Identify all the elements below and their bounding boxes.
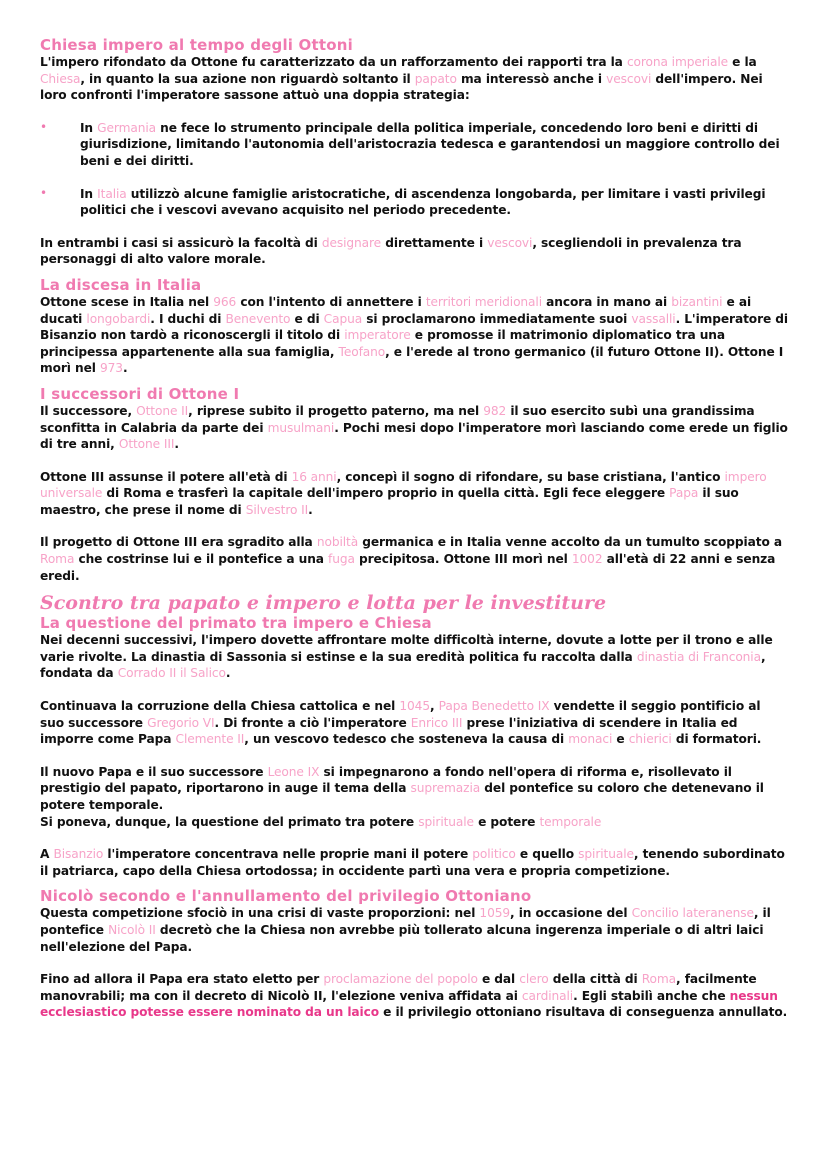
- text-run: . I duchi di: [150, 311, 226, 326]
- text-run: della città di: [548, 972, 642, 987]
- paragraph: [40, 764, 788, 814]
- text-run: , in quanto la sua azione non riguardò soltanto il: [80, 71, 415, 86]
- text-run: e il privilegio ottoniano risultava di conseguenza annullato.: [379, 1005, 788, 1020]
- highlighted-term: Concilio lateranense: [631, 906, 754, 921]
- text-run: Il progetto di Ottone III era sgradito alla: [40, 535, 317, 550]
- highlighted-term: Ottone II: [136, 403, 189, 418]
- text-run: di formatori.: [671, 732, 762, 747]
- text-run: In entrambi i casi si assicurò la facoltà di: [40, 235, 322, 250]
- text-run: , il pontefice: [40, 906, 771, 937]
- paragraph: [40, 846, 788, 879]
- text-run: dell'impero. Nei loro confronti l'imperatore sassone attuò una doppia strategia:: [40, 71, 763, 103]
- paragraph: [40, 905, 788, 955]
- highlighted-term: Corrado II il Salico: [117, 666, 226, 681]
- text-run: e dal: [477, 972, 520, 987]
- list-item: [40, 186, 788, 219]
- paragraph: [80, 186, 788, 219]
- highlighted-term: politico: [472, 847, 516, 862]
- text-run: , scegliendoli in prevalenza tra personaggi di alto valore morale.: [40, 235, 742, 267]
- paragraph: [40, 403, 788, 453]
- text-run: del pontefice su coloro che detenevano il potere temporale.: [40, 781, 764, 812]
- text-run: .: [308, 502, 313, 517]
- paragraph: [80, 120, 788, 170]
- text-run: e di: [290, 311, 324, 326]
- paragraph: [40, 294, 788, 377]
- highlighted-term: Chiesa: [40, 71, 81, 86]
- text-run: e potere: [473, 814, 540, 829]
- highlighted-term: designare: [321, 235, 382, 250]
- text-run: direttamente i: [381, 235, 488, 250]
- highlighted-term: spirituale: [418, 814, 474, 829]
- paragraph: [40, 698, 788, 748]
- highlighted-term: spirituale: [578, 847, 634, 862]
- highlighted-term: Roma: [40, 552, 75, 567]
- text-run: Si poneva, dunque, la questione del primato tra potere: [40, 814, 419, 829]
- text-run: Il successore,: [40, 403, 137, 418]
- text-run: che costrinse lui e il pontefice a una: [74, 552, 329, 567]
- highlighted-term: Ottone III: [118, 437, 175, 452]
- text-run: Ottone III assunse il potere all'età di: [40, 469, 292, 484]
- paragraph: [40, 534, 788, 584]
- highlighted-term: proclamazione del popolo: [323, 972, 478, 987]
- section-title-primato: La questione del primato tra impero e Chiesa: [40, 614, 432, 633]
- text-run: A: [40, 847, 54, 862]
- text-run: precipitosa. Ottone III morì nel: [354, 552, 572, 567]
- highlighted-term: Germania: [97, 120, 157, 135]
- text-run: . Egli stabilì anche che: [573, 988, 730, 1003]
- highlighted-term: papato: [414, 71, 457, 86]
- highlighted-term: chierici: [628, 732, 672, 747]
- text-run: ne fece lo strumento principale della politica imperiale, concedendo loro beni e diritti di giurisdizione, limitando l'autonomia dell'aristocrazia tedesca e garantendosi un maggiore controllo dei beni e dei diritti.: [80, 120, 780, 168]
- text-run: e quello: [515, 847, 579, 862]
- text-run: l'imperatore concentrava nelle proprie mani il potere: [103, 847, 473, 862]
- list-item: [40, 120, 788, 170]
- highlighted-term: monaci: [568, 732, 613, 747]
- section-title-chiesa-impero: Chiesa impero al tempo degli Ottoni: [40, 36, 353, 54]
- chapter-title: Scontro tra papato e impero e lotta per le investiture: [40, 592, 607, 615]
- highlighted-term: temporale: [539, 814, 602, 829]
- text-run: In: [80, 120, 98, 135]
- highlighted-term: Leone IX: [267, 764, 320, 779]
- highlighted-term: imperatore: [344, 328, 411, 343]
- highlighted-term: Papa Benedetto IX: [438, 699, 550, 714]
- highlighted-term: impero universale: [40, 469, 767, 501]
- text-run: e ai ducati: [40, 294, 752, 326]
- text-run: L'impero rifondato da Ottone fu caratterizzato da un rafforzamento dei rapporti tra la: [40, 55, 627, 69]
- section-title-nicolo: Nicolò secondo e l'annullamento del privilegio Ottoniano: [40, 887, 532, 906]
- text-run: , concepì il sogno di rifondare, su base cristiana, l'antico: [336, 469, 725, 484]
- text-run: . Pochi mesi dopo l'imperatore morì lasciando come erede un figlio di tre anni,: [40, 420, 788, 452]
- highlighted-term: 1002: [571, 552, 603, 567]
- highlighted-term: musulmani: [267, 420, 335, 435]
- highlighted-term: Teofano: [338, 344, 386, 359]
- highlighted-term: Nicolò II: [108, 922, 156, 937]
- text-run: si proclamarono immediatamente suoi: [362, 311, 632, 326]
- highlighted-term: cardinali: [521, 988, 574, 1003]
- text-run: , un vescovo tedesco che sosteneva la causa di: [244, 732, 569, 747]
- text-run: Nei decenni successivi, l'impero dovette affrontare molte difficoltà interne, dovute a lotte per il trono e alle varie rivolte. La dinastia di Sassonia si estinse e la sua eredità politica fu raccolta dalla: [40, 633, 773, 664]
- highlighted-term: nobiltà: [316, 535, 359, 550]
- highlighted-term: corona imperiale: [626, 55, 729, 69]
- paragraph: [40, 469, 788, 519]
- text-run: .: [122, 361, 128, 376]
- text-run: , in occasione del: [510, 906, 632, 921]
- text-run: Il nuovo Papa e il suo successore: [40, 764, 268, 779]
- text-run: . L'imperatore di Bisanzio non tardò a riconoscergli il titolo di: [40, 311, 788, 343]
- highlighted-term: 1045: [399, 699, 430, 714]
- highlighted-term: Clemente II: [175, 732, 245, 747]
- text-run: decretò che la Chiesa non avrebbe più tollerato alcuna ingerenza imperiale o di altri laici nell'elezione del Papa.: [40, 922, 764, 954]
- text-run: . Di fronte a ciò l'imperatore: [214, 715, 411, 730]
- text-run: ,: [429, 699, 439, 714]
- highlighted-term: Capua: [323, 311, 363, 326]
- highlighted-term: Papa: [669, 486, 699, 501]
- text-run: all'età di 22 anni e senza eredi.: [40, 552, 776, 583]
- text-run: In: [80, 186, 98, 201]
- text-run: Questa competizione sfociò in una crisi di vaste proporzioni: nel: [40, 906, 480, 921]
- text-run: vendette il seggio pontificio al suo successore: [40, 699, 761, 730]
- highlighted-term: fuga: [328, 552, 355, 567]
- text-run: , e l'erede al trono germanico (il futuro Ottone II). Ottone I morì nel: [40, 344, 784, 376]
- text-run: Ottone scese in Italia nel: [40, 294, 214, 309]
- text-run: germanica e in Italia venne accolto da un tumulto scoppiato a: [358, 535, 783, 550]
- highlighted-term: 973: [99, 361, 123, 376]
- highlighted-term: Benevento: [225, 311, 291, 326]
- highlighted-term: territori meridionali: [425, 294, 542, 309]
- highlighted-term: supremazia: [410, 781, 481, 796]
- highlighted-term: Silvestro II: [245, 502, 309, 517]
- text-run: , fondata da: [40, 649, 766, 681]
- text-run: Continuava la corruzione della Chiesa cattolica e nel: [40, 699, 400, 714]
- paragraph: [40, 971, 788, 1021]
- text-run: il suo esercito subì una grandissima sconfitta in Calabria da parte dei: [40, 403, 755, 435]
- highlighted-term: vassalli: [631, 311, 676, 326]
- highlighted-term: Bisanzio: [53, 847, 104, 862]
- text-run: e la: [728, 55, 757, 69]
- paragraph: [40, 814, 788, 831]
- text-run: si impegnarono a fondo nell'opera di riforma e, risollevato il prestigio del papato, riportarono in auge il tema della: [40, 764, 732, 796]
- highlighted-term: 982: [483, 403, 507, 418]
- bullet-dot-icon: •: [40, 119, 48, 134]
- highlighted-term: bizantini: [671, 294, 723, 309]
- highlighted-term: Gregorio VI: [147, 715, 215, 730]
- text-run: e promosse il matrimonio diplomatico tra una principessa appartenente alla sua famiglia,: [40, 328, 726, 359]
- paragraph: [40, 54, 788, 104]
- highlighted-phrase: nessun ecclesiastico potesse essere nominato da un laico: [40, 988, 778, 1020]
- highlighted-term: clero: [519, 972, 549, 987]
- text-run: ma interessò anche i: [456, 71, 607, 86]
- text-run: prese l'iniziativa di scendere in Italia ed imporre come Papa: [40, 715, 738, 747]
- bullet-dot-icon: •: [40, 185, 48, 200]
- text-run: con l'intento di annettere i: [236, 294, 426, 309]
- section-title-discesa-italia: La discesa in Italia: [40, 275, 202, 294]
- highlighted-term: Enrico III: [410, 715, 463, 730]
- highlighted-term: Roma: [641, 972, 677, 987]
- text-run: .: [174, 437, 179, 452]
- text-run: di Roma e trasferì la capitale dell'impero proprio in quella città. Egli fece eleggere: [102, 486, 670, 501]
- text-run: , tenendo subordinato il patriarca, capo della Chiesa ortodossa; in occidente partì una vera e propria competizione.: [40, 847, 785, 878]
- highlighted-term: vescovi: [606, 71, 652, 86]
- highlighted-term: Italia: [97, 186, 127, 201]
- text-run: Fino ad allora il Papa era stato eletto per: [40, 972, 324, 987]
- highlighted-term: 966: [213, 294, 237, 309]
- highlighted-term: dinastia di Franconia: [636, 649, 761, 664]
- paragraph: [40, 235, 788, 268]
- highlighted-term: longobardi: [86, 311, 151, 326]
- text-run: , facilmente manovrabili; ma con il decreto di Nicolò II, l'elezione veniva affidata ai: [40, 972, 757, 1003]
- section-title-successori: I successori di Ottone I: [40, 384, 240, 403]
- text-run: il suo maestro, che prese il nome di: [40, 486, 739, 517]
- text-run: e: [612, 732, 629, 747]
- text-run: , riprese subito il progetto paterno, ma nel: [188, 403, 484, 418]
- highlighted-term: vescovi: [487, 235, 533, 250]
- text-run: utilizzò alcune famiglie aristocratiche, di ascendenza longobarda, per limitare i vasti privilegi politici che i vescovi avevano acquisito nel periodo precedente.: [80, 186, 766, 218]
- highlighted-term: 16 anni: [291, 469, 337, 484]
- text-run: .: [225, 666, 231, 681]
- highlighted-term: 1059: [479, 906, 511, 921]
- text-run: ancora in mano ai: [542, 294, 672, 309]
- paragraph: [40, 632, 788, 682]
